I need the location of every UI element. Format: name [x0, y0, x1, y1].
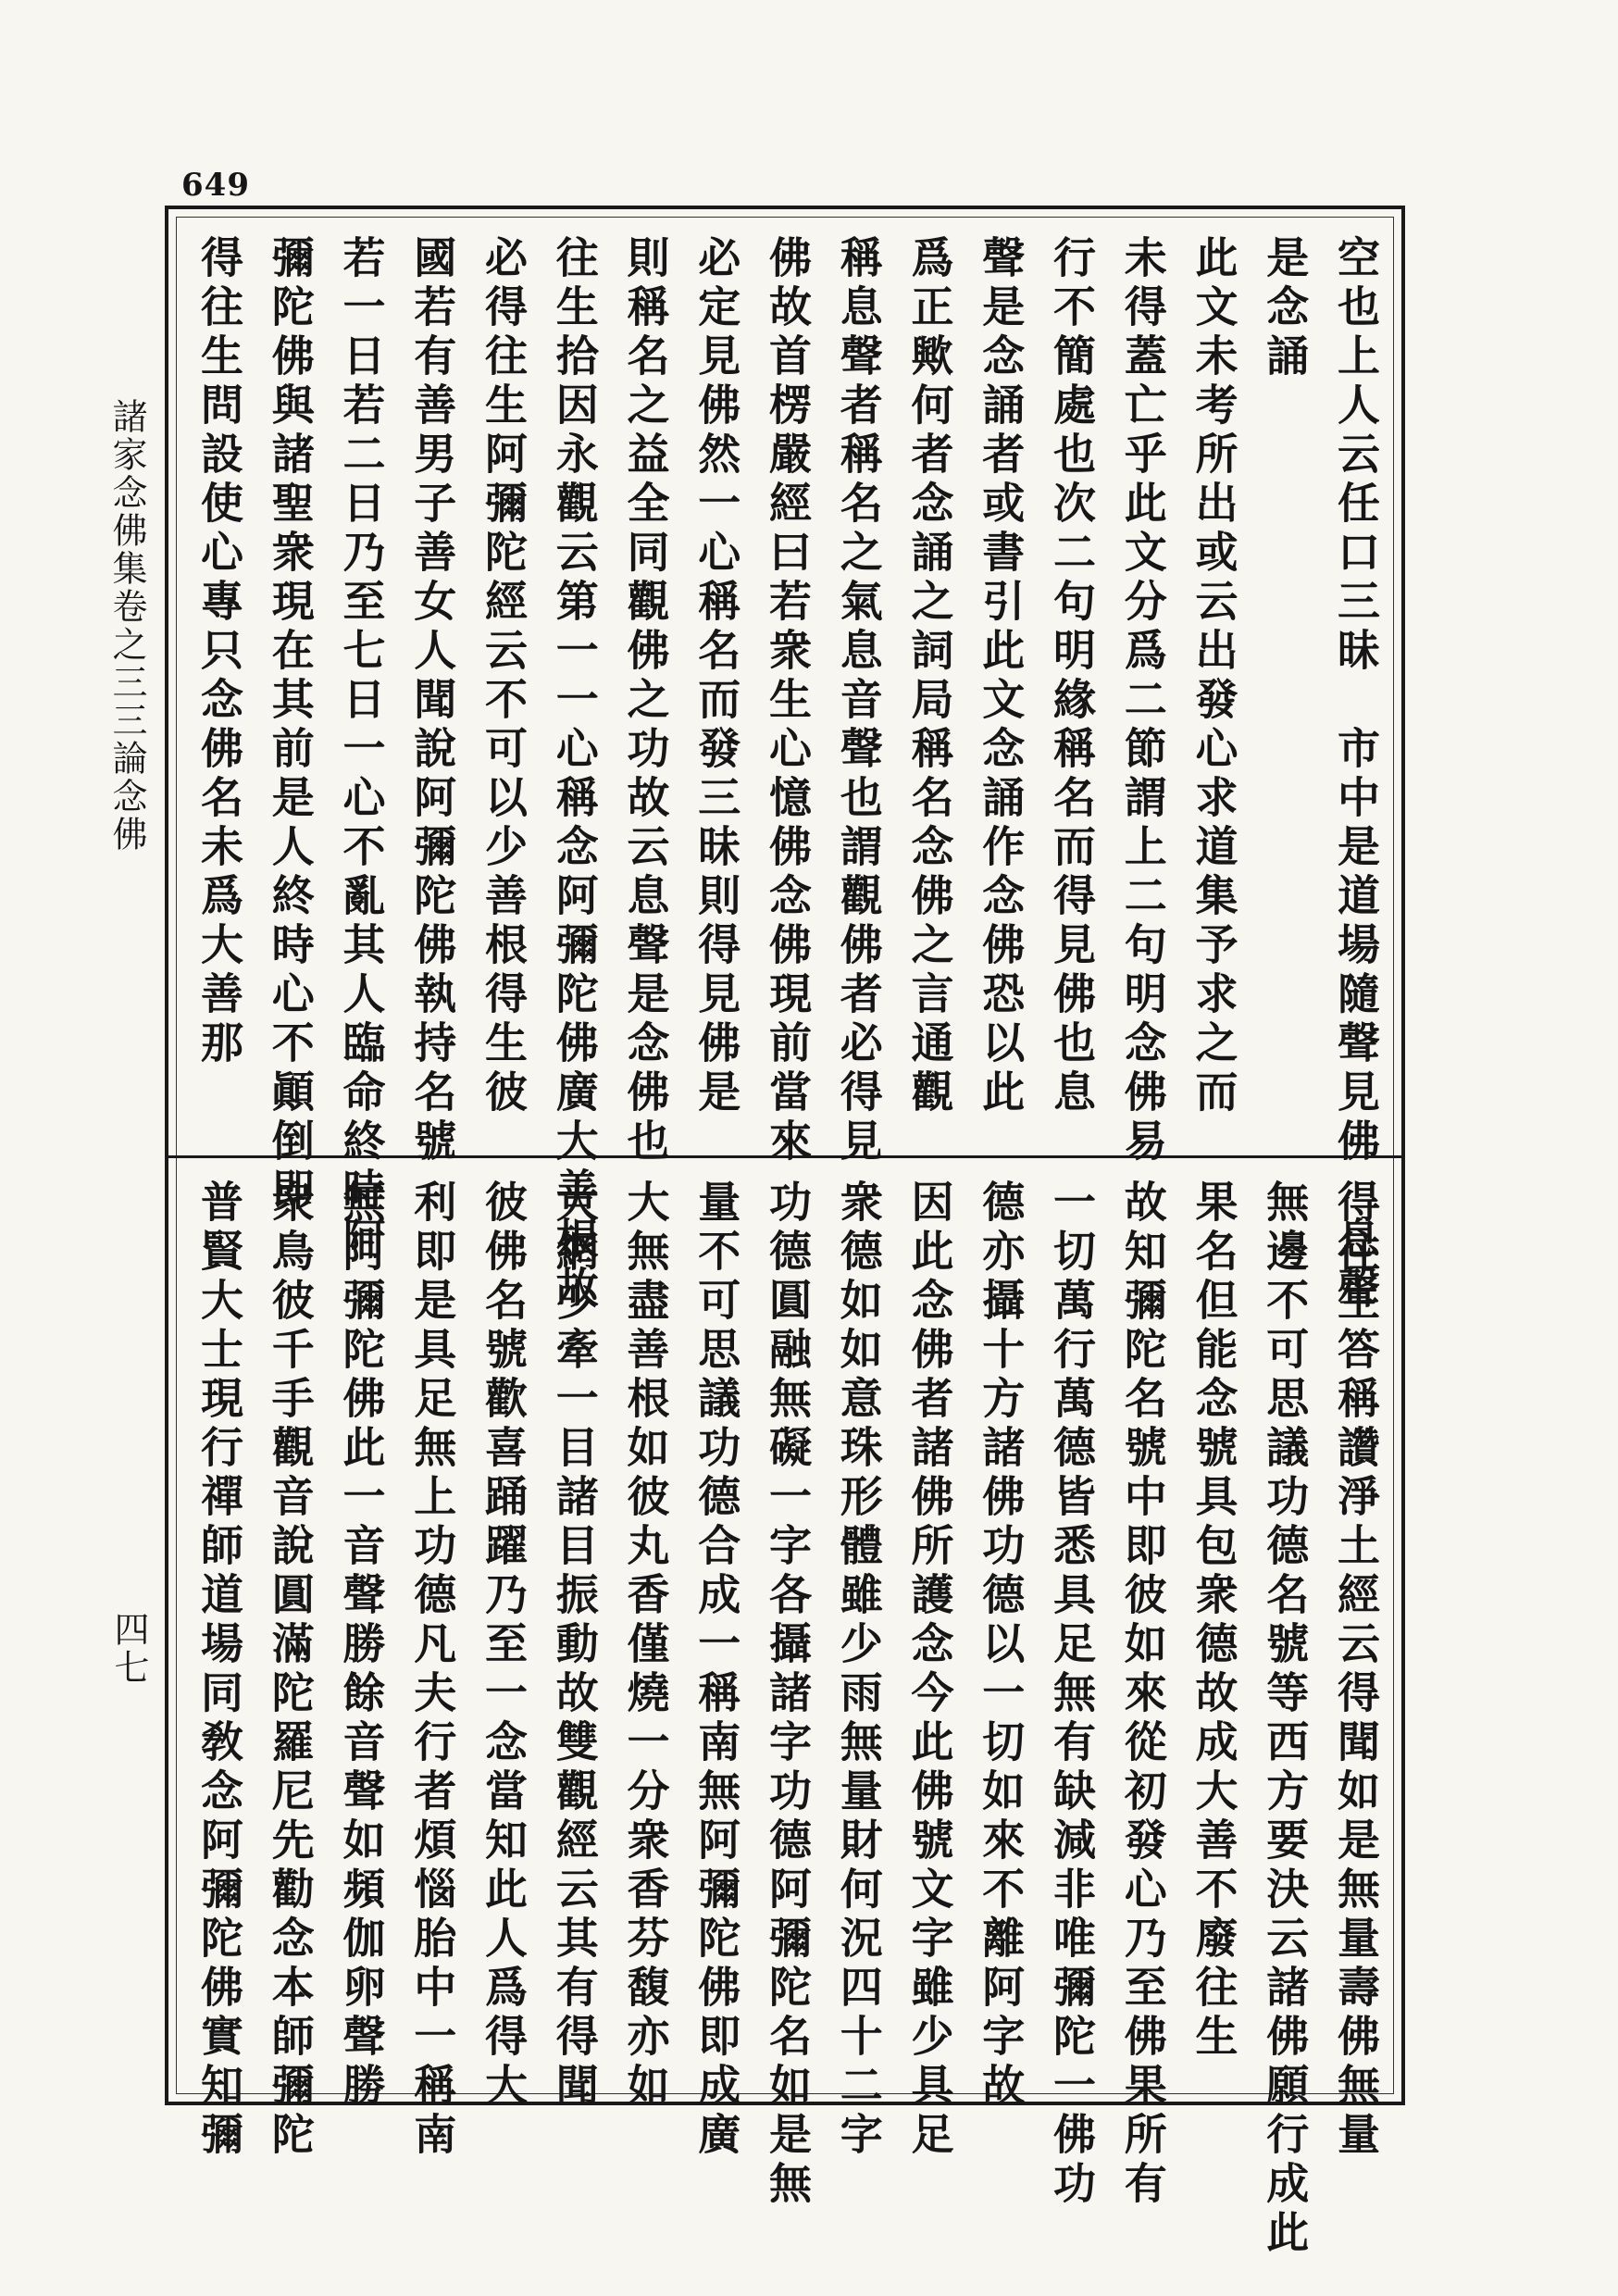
text-column: 得往生答稱讚淨土經云得聞如是無量壽佛無量	[1331, 1179, 1381, 2161]
text-column: 此文未考所出或云出發心求道集予求之而	[1189, 235, 1239, 1118]
text-column: 功德圓融無礙一字各攝諸字功德阿彌陀名如是無	[763, 1179, 813, 2210]
text-column: 必定見佛然一心稱名而發三昧則得見佛是	[691, 235, 742, 1118]
text-column: 無邊不可思議功德名號等西方要決云諸佛願行成此	[1260, 1179, 1311, 2259]
text-column: 衆鳥彼千手觀音說圓滿陀羅尼先勸念本師彌陀	[265, 1179, 316, 2161]
text-column: 德亦攝十方諸佛功德以一切如來不離阿字故	[976, 1179, 1027, 2112]
text-column: 若一日若二日乃至七日一心不亂其人臨命終時阿	[336, 235, 387, 1266]
text-column: 彼佛名號歡喜踊躍乃至一念當知此人爲得大	[479, 1179, 529, 2112]
text-column: 未得蓋亡乎此文分爲二節謂上二句明念佛易	[1117, 235, 1168, 1167]
text-column: 則稱名之益全同觀佛之功故云息聲是念佛也	[620, 235, 671, 1167]
text-column: 普賢大士現行禪師道場同敎念阿彌陀佛實知彌	[194, 1179, 244, 2161]
text-column: 國若有善男子善女人聞說阿彌陀佛執持名號	[407, 235, 458, 1167]
running-head: 諸家念佛集卷之三三論念佛	[106, 398, 147, 854]
text-column: 空也上人云任口三昧 市中是道場隨聲見佛 息聲	[1331, 235, 1381, 1315]
page-number: 649	[181, 167, 250, 204]
text-column: 大無盡善根如彼丸香僅燒一分衆香芬馥亦如	[620, 1179, 671, 2112]
text-column: 因此念佛者諸佛所護念今此佛號文字雖少具足	[904, 1179, 955, 2161]
text-column: 故知彌陀名號中即彼如來從初發心乃至佛果所有	[1117, 1179, 1168, 2210]
text-column: 佛故首楞嚴經曰若衆生心憶佛念佛現前當來	[763, 235, 813, 1167]
text-column: 必得往生阿彌陀經云不可以少善根得生彼	[479, 235, 529, 1118]
text-column: 聲是念誦者或書引此文念誦作念佛恐以此	[976, 235, 1027, 1118]
text-column: 無阿彌陀佛此一音聲勝餘音聲如頻伽卵聲勝	[336, 1179, 387, 2112]
text-column: 彌陀佛與諸聖衆現在其前是人終時心不顚倒即	[265, 235, 316, 1217]
text-column: 爲正歟何者念誦之詞局稱名念佛之言通觀	[904, 235, 955, 1118]
text-column: 衆德如如意珠形體雖少雨無量財何況四十二字	[833, 1179, 884, 2161]
text-column: 果名但能念號具包衆德故成大善不廢往生	[1189, 1179, 1239, 2063]
upper-register	[194, 235, 1381, 1315]
text-column: 稱息聲者稱名之氣息音聲也謂觀佛者必得見	[833, 235, 884, 1167]
text-column: 往生拾因永觀云第一一心稱念阿彌陀佛廣大善根故	[549, 235, 600, 1315]
text-column: 大網少牽一目諸目振動故雙觀經云其有得聞	[549, 1179, 600, 2112]
text-frame	[165, 206, 1405, 2259]
text-column: 一切萬行萬德皆悉具足無有缺減非唯彌陀一佛功	[1047, 1179, 1097, 2210]
text-column: 得往生問設使心專只念佛名未爲大善那	[194, 235, 244, 1069]
text-column: 行不簡處也次二句明緣稱名而得見佛也息	[1047, 235, 1097, 1118]
text-column: 利即是具足無上功德凡夫行者煩惱胎中一稱南	[407, 1179, 458, 2161]
text-column: 量不可思議功德合成一稱南無阿彌陀佛即成廣	[691, 1179, 742, 2161]
text-column: 是念誦	[1260, 235, 1311, 382]
lower-register	[194, 1179, 1381, 2259]
folio: 四七	[108, 1611, 149, 1687]
